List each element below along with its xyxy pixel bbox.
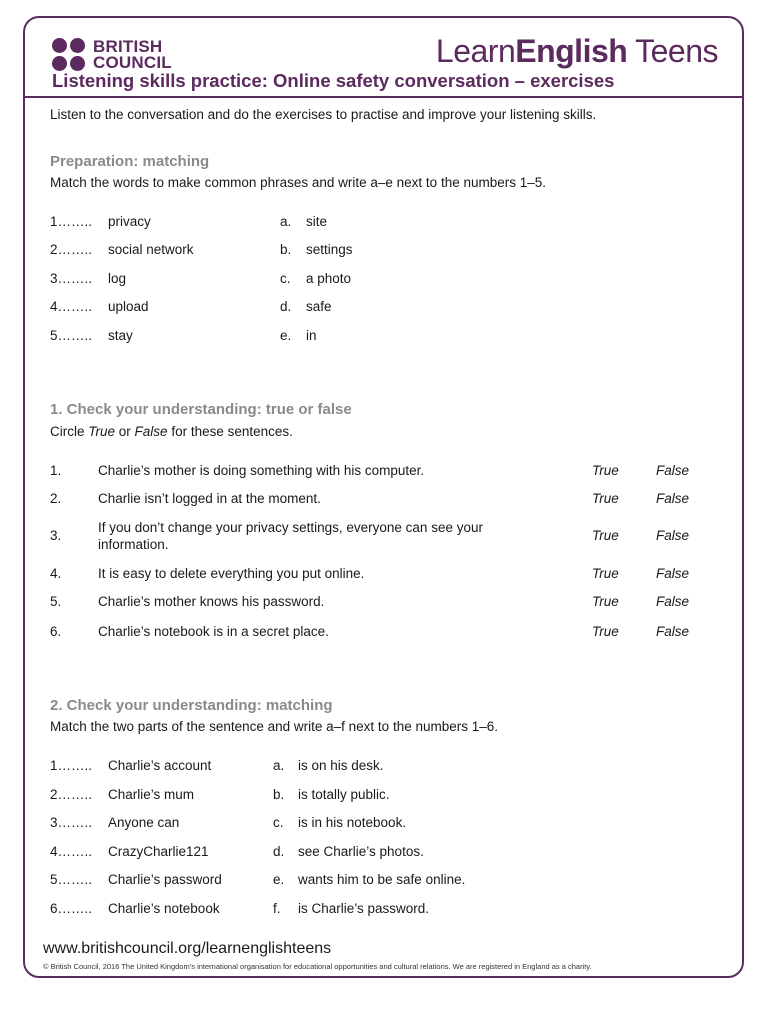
list-item-letter: e. [273,872,285,887]
list-item-text: Charlie’s account [108,758,212,773]
learnenglish-teens-brand: LearnEnglish Teens [435,33,718,69]
table-row-statement: It is easy to delete everything you put online. [98,566,365,581]
list-item-number: 3…….. [50,271,93,286]
list-item-letter: c. [273,815,284,830]
table-row-number: 5. [50,594,62,609]
list-item-letter: a. [273,758,285,773]
list-item-letter: e. [280,328,292,343]
false-option[interactable]: False [656,624,690,639]
list-item-number: 4…….. [50,844,93,859]
list-item-text: Anyone can [108,815,180,830]
list-item-text: is totally public. [298,787,390,802]
list-item-text: privacy [108,214,151,229]
list-item-text: upload [108,299,149,314]
list-item-text: site [306,214,328,229]
list-item-letter: f. [273,901,281,916]
table-row-statement: Charlie isn’t logged in at the moment. [98,491,321,506]
list-item-text: safe [306,299,332,314]
table-row-statement: Charlie’s mother is doing something with his computer. [98,463,425,478]
list-item-number: 2…….. [50,787,93,802]
list-item-letter: a. [280,214,292,229]
table-row-statement: Charlie’s mother knows his password. [98,594,325,609]
list-item-text: Charlie’s notebook [108,901,220,916]
table-row-number: 3. [50,528,62,543]
preparation-heading: Preparation: matching [50,153,210,170]
logo-dots-icon [52,38,88,72]
false-option[interactable]: False [656,594,690,609]
list-item-text: log [108,271,127,286]
true-option[interactable]: True [592,594,619,609]
list-item-text: wants him to be safe online. [298,872,466,887]
exercise2-heading: 2. Check your understanding: matching [50,697,333,714]
false-option[interactable]: False [656,463,690,478]
true-option[interactable]: True [592,491,619,506]
list-item-number: 5…….. [50,328,93,343]
true-option[interactable]: True [592,463,619,478]
false-option[interactable]: False [656,528,690,543]
list-item-letter: c. [280,271,291,286]
list-item-number: 3…….. [50,815,93,830]
exercise2-instruction: Match the two parts of the sentence and write a–f next to the numbers 1–6. [50,719,499,734]
exercise1-heading: 1. Check your understanding: true or false [50,401,352,418]
table-row-number: 6. [50,624,62,639]
british-council-logo [52,38,172,72]
list-item-letter: d. [280,299,292,314]
list-item-text: is Charlie’s password. [298,901,430,916]
table-row-statement: Charlie’s notebook is in a secret place. [98,624,329,639]
intro-text: Listen to the conversation and do the exercises to practise and improve your listening skills. [50,107,597,122]
false-option[interactable]: False [656,566,690,581]
list-item-number: 1…….. [50,214,93,229]
list-item-text: a photo [306,271,352,286]
true-option[interactable]: True [592,624,619,639]
list-item-text: Charlie’s mum [108,787,195,802]
list-item-text: is in his notebook. [298,815,407,830]
list-item-text: is on his desk. [298,758,384,773]
table-row-number: 4. [50,566,62,581]
list-item-number: 6…….. [50,901,93,916]
list-item-text: see Charlie’s photos. [298,844,424,859]
list-item-letter: b. [280,242,292,257]
list-item-text: stay [108,328,133,343]
logo-wordmark: BRITISH COUNCIL [93,37,172,72]
list-item-text: in [306,328,317,343]
list-item-letter: d. [273,844,285,859]
header-divider [25,96,742,98]
table-row-number: 1. [50,463,62,478]
footer-url-link[interactable]: www.britishcouncil.org/learnenglishteens [43,940,332,957]
list-item-text: Charlie’s password [108,872,222,887]
list-item-text: social network [108,242,194,257]
page-title: Listening skills practice: Online safety conversation – exercises [52,70,615,91]
list-item-number: 5…….. [50,872,93,887]
table-row-statement: If you don’t change your privacy settings, everyone can see your information. [98,520,483,552]
list-item-text: settings [306,242,353,257]
table-row-number: 2. [50,491,62,506]
true-option[interactable]: True [592,528,619,543]
list-item-text: CrazyCharlie121 [108,844,209,859]
exercise1-instruction: Circle True or False for these sentences. [50,424,293,439]
list-item-number: 4…….. [50,299,93,314]
preparation-instruction: Match the words to make common phrases and write a–e next to the numbers 1–5. [50,175,547,190]
list-item-number: 1…….. [50,758,93,773]
false-option[interactable]: False [656,491,690,506]
list-item-letter: b. [273,787,285,802]
footer-copyright: © British Council, 2016 The United Kingdom’s international organisation for educational opportunities and cultural relations. We are registered in England as a charity. [43,962,592,971]
list-item-number: 2…….. [50,242,93,257]
true-option[interactable]: True [592,566,619,581]
